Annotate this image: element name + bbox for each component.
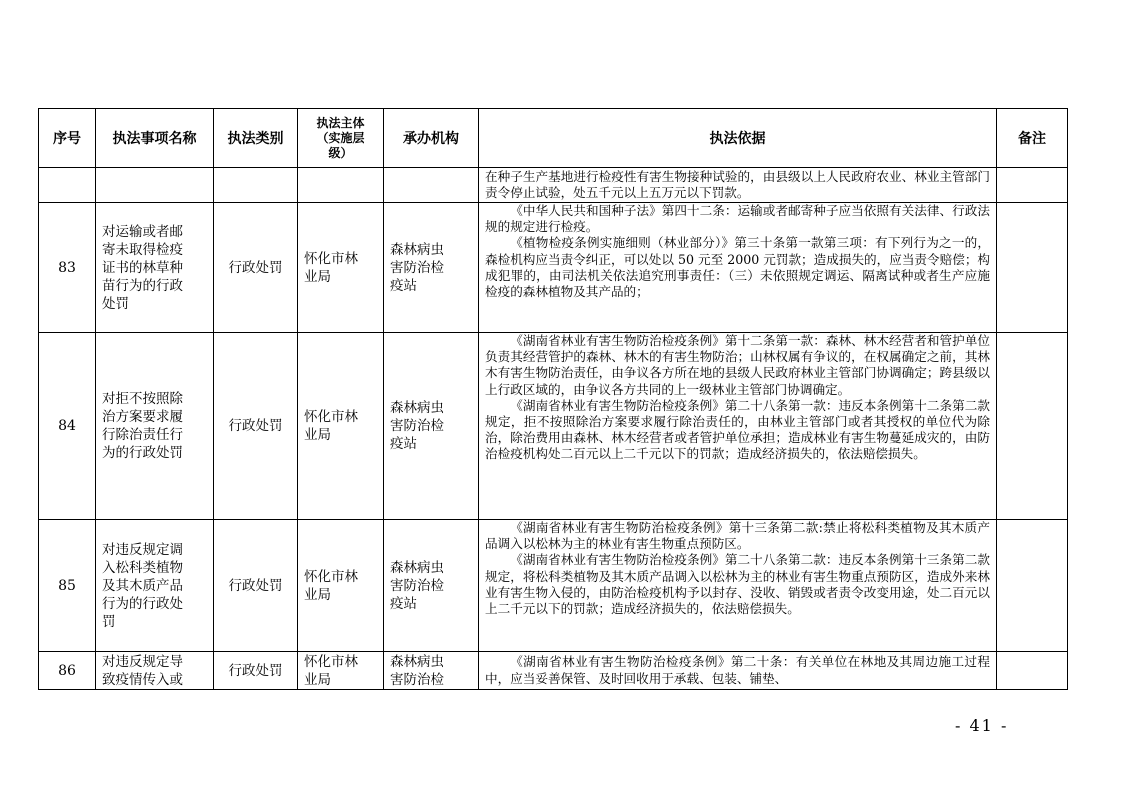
cell-name [96, 168, 214, 203]
basis-paragraph [485, 235, 990, 300]
subject-line: 怀化市林 [304, 409, 358, 425]
cell-org [384, 652, 479, 690]
cell-no: 86 [39, 652, 96, 690]
cell-category [214, 168, 298, 203]
cell-basis [479, 520, 997, 652]
cell-basis [479, 168, 997, 203]
cell-category: 行政处罚 [214, 333, 298, 520]
basis-paragraph [485, 654, 990, 686]
enforcement-table-container [38, 108, 1067, 690]
name-line: 为的行政处罚 [102, 445, 183, 461]
name-line: 处罚 [102, 295, 129, 312]
header-basis: 执法依据 [479, 109, 997, 168]
basis-line: 《植物检疫条例实施细则（林业部分）》第三十条第一款第三项： [510, 235, 876, 251]
basis-paragraph [485, 203, 990, 235]
cell-no [39, 168, 96, 203]
table-row-continued [39, 168, 1068, 203]
org-line: 森林病虫 [390, 653, 444, 670]
header-name: 执法事项名称 [96, 109, 214, 168]
header-subject-line3: 级） [328, 145, 353, 160]
subject-line: 业局 [304, 427, 331, 443]
header-subject-line2: （实施层 [316, 130, 365, 145]
cell-name [96, 652, 214, 690]
cell-remark [997, 520, 1068, 652]
basis-line: 《中华人民共和国种子法》第四十二条：运输或者邮寄种子应当依 [510, 203, 877, 218]
cell-org [384, 520, 479, 652]
basis-line: 的林业有害生物重点预防区，造成外来林业有害生物入侵的，由防治检 [485, 568, 991, 600]
cell-basis [479, 203, 997, 333]
table-row [39, 203, 1068, 333]
cell-category: 行政处罚 [214, 203, 298, 333]
basis-paragraph [485, 552, 990, 617]
org-line: 害防治检 [390, 418, 444, 434]
basis-line: 照有关法律、行政法规的规定进行检疫。 [485, 203, 991, 235]
subject-line: 怀化市林 [304, 568, 358, 585]
name-line: 行为的行政处 [102, 595, 183, 612]
name-line: 苗行为的行政 [102, 277, 183, 294]
header-subject [298, 109, 384, 168]
basis-line: 《湖南省林业有害生物防治检疫条例》第二十八条第一款：违反本 [510, 397, 877, 413]
basis-line: 农业、林业主管部门责令停止试验，处五千元以上五万元以下罚款。 [485, 168, 991, 200]
enforcement-table [38, 108, 1068, 690]
cell-subject [298, 333, 384, 520]
cell-name [96, 333, 214, 520]
org-line: 森林病虫 [390, 400, 444, 416]
cell-no: 83 [39, 203, 96, 333]
table-row [39, 333, 1068, 520]
cell-org [384, 333, 479, 520]
cell-remark [997, 203, 1068, 333]
cell-no: 85 [39, 520, 96, 652]
subject-line: 业局 [304, 268, 331, 285]
name-line: 寄未取得检疫 [102, 241, 183, 258]
subject-line: 怀化市林 [304, 250, 358, 267]
cell-subject [298, 203, 384, 333]
basis-line: 林权属有争议的，在权属确定之前，其林木有害生物防治责任，由争议 [485, 349, 991, 381]
org-line: 害防治检 [390, 259, 444, 276]
org-line: 害防治检 [390, 577, 444, 594]
subject-line: 怀化市林 [304, 653, 358, 670]
basis-line: 及其周边施工过程中，应当妥善保管、及时回收用于承载、包装、铺垫、 [485, 654, 991, 686]
cell-subject [298, 520, 384, 652]
basis-line: 类植物及其木质产品调入以松林为主的林业有害生物重点预防区。 [485, 520, 991, 552]
subject-line: 业局 [304, 671, 331, 688]
header-subject-line1: 执法主体 [316, 115, 365, 130]
basis-line: 罚款；造成损失的，应当责令赔偿；构成犯罪的，由司法机关依法追究 [485, 251, 991, 283]
basis-paragraph [485, 398, 990, 463]
cell-category: 行政处罚 [214, 652, 298, 690]
basis-line: 者或者管护单位承担；造成林业有害生物蔓延成灾的，由防治检疫机构 [485, 430, 991, 462]
table-row [39, 520, 1068, 652]
basis-line: 植物及其产品的； [547, 284, 649, 300]
cell-no: 84 [39, 333, 96, 520]
header-no: 序号 [39, 109, 96, 168]
name-line: 对违反规定导 [102, 653, 183, 670]
basis-line: 《湖南省林业有害生物防治检疫条例》第二十八条第二款：违反本 [510, 552, 877, 568]
basis-line: 条例第十三条第二款规定，将松科类植物及其木质产品调入以松林为主 [485, 552, 991, 584]
header-remark: 备注 [997, 109, 1068, 168]
basis-line: 林业主管部门或者其授权的单位代为除治，除治费用由森林、林木经营 [485, 414, 991, 446]
cell-org [384, 203, 479, 333]
cell-subject [298, 168, 384, 203]
org-line: 森林病虫 [390, 559, 444, 576]
basis-line: 域的，由争议各方共同的上一级林业主管部门协调确定。 [535, 381, 851, 397]
basis-line: 刑事责任：（三）未依照规定调运、隔离试种或者生产应施检疫的森林 [485, 267, 991, 300]
cell-name [96, 203, 214, 333]
basis-line: 《湖南省林业有害生物防治检疫条例》第十二条第一款：森林、林 [510, 333, 877, 348]
name-line: 证书的林草种 [102, 259, 183, 276]
cell-remark [997, 652, 1068, 690]
cell-basis [479, 652, 997, 690]
basis-line: 各方所在地的县级人民政府林业主管部门协调确定；跨县级以上行政区 [485, 365, 991, 397]
cell-basis [479, 333, 997, 520]
basis-line: 木经营者和管护单位负责其经营管护的森林、林木的有害生物防治；山 [485, 333, 991, 365]
org-line: 森林病虫 [390, 241, 444, 258]
basis-line: 疫机构予以封存、没收、销毁或者责令改变用途，处二百元以上二千元 [485, 584, 991, 617]
basis-paragraph [485, 520, 990, 552]
basis-paragraph [485, 169, 990, 201]
basis-line: 条例第十二条第二款规定，拒不按照除治方案要求履行除治责任的，由 [485, 397, 991, 430]
org-line: 害防治检 [390, 671, 444, 688]
name-line: 罚 [102, 613, 116, 630]
org-line: 疫站 [390, 277, 417, 294]
name-line: 入松科类植物 [102, 559, 183, 576]
name-line: 对运输或者邮 [102, 223, 183, 240]
cell-name [96, 520, 214, 652]
header-category: 执法类别 [214, 109, 298, 168]
header-row [39, 109, 1068, 168]
subject-line: 业局 [304, 586, 331, 603]
basis-line: 在种子生产基地进行检疫性有害生物接种试验的，由县级以上人民政府 [485, 168, 877, 184]
basis-line: 《湖南省林业有害生物防治检疫条例》第二十条：有关单位在林地 [510, 654, 887, 670]
name-line: 对违反规定调 [102, 541, 183, 558]
org-line: 疫站 [390, 436, 417, 452]
name-line: 治方案要求履 [102, 409, 183, 425]
cell-org [384, 168, 479, 203]
page-number: - 41 - [955, 716, 1009, 735]
name-line: 对拒不按照除 [102, 391, 183, 407]
org-line: 疫站 [390, 595, 417, 612]
basis-paragraph [485, 333, 990, 398]
basis-line: 以下的罚款；造成经济损失的，依法赔偿损失。 [535, 601, 800, 617]
header-org: 承办机构 [384, 109, 479, 168]
name-line: 致疫情传入或 [102, 671, 183, 688]
basis-line: 有下列行为之一的，森检机构应当责令纠正，可以处以 50 元至 2000 元 [485, 235, 991, 267]
name-line: 行除治责任行 [102, 427, 183, 443]
cell-subject [298, 652, 384, 690]
cell-category: 行政处罚 [214, 520, 298, 652]
table-row [39, 652, 1068, 690]
name-line: 及其木质产品 [102, 577, 183, 594]
cell-remark [997, 333, 1068, 520]
basis-line: 《湖南省林业有害生物防治检疫条例》第十三条第二款:禁止将松科 [510, 520, 888, 535]
cell-remark [997, 168, 1068, 203]
basis-line: 处二百元以上二千元以下的罚款；造成经济损失的，依法赔偿损失。 [547, 446, 926, 462]
